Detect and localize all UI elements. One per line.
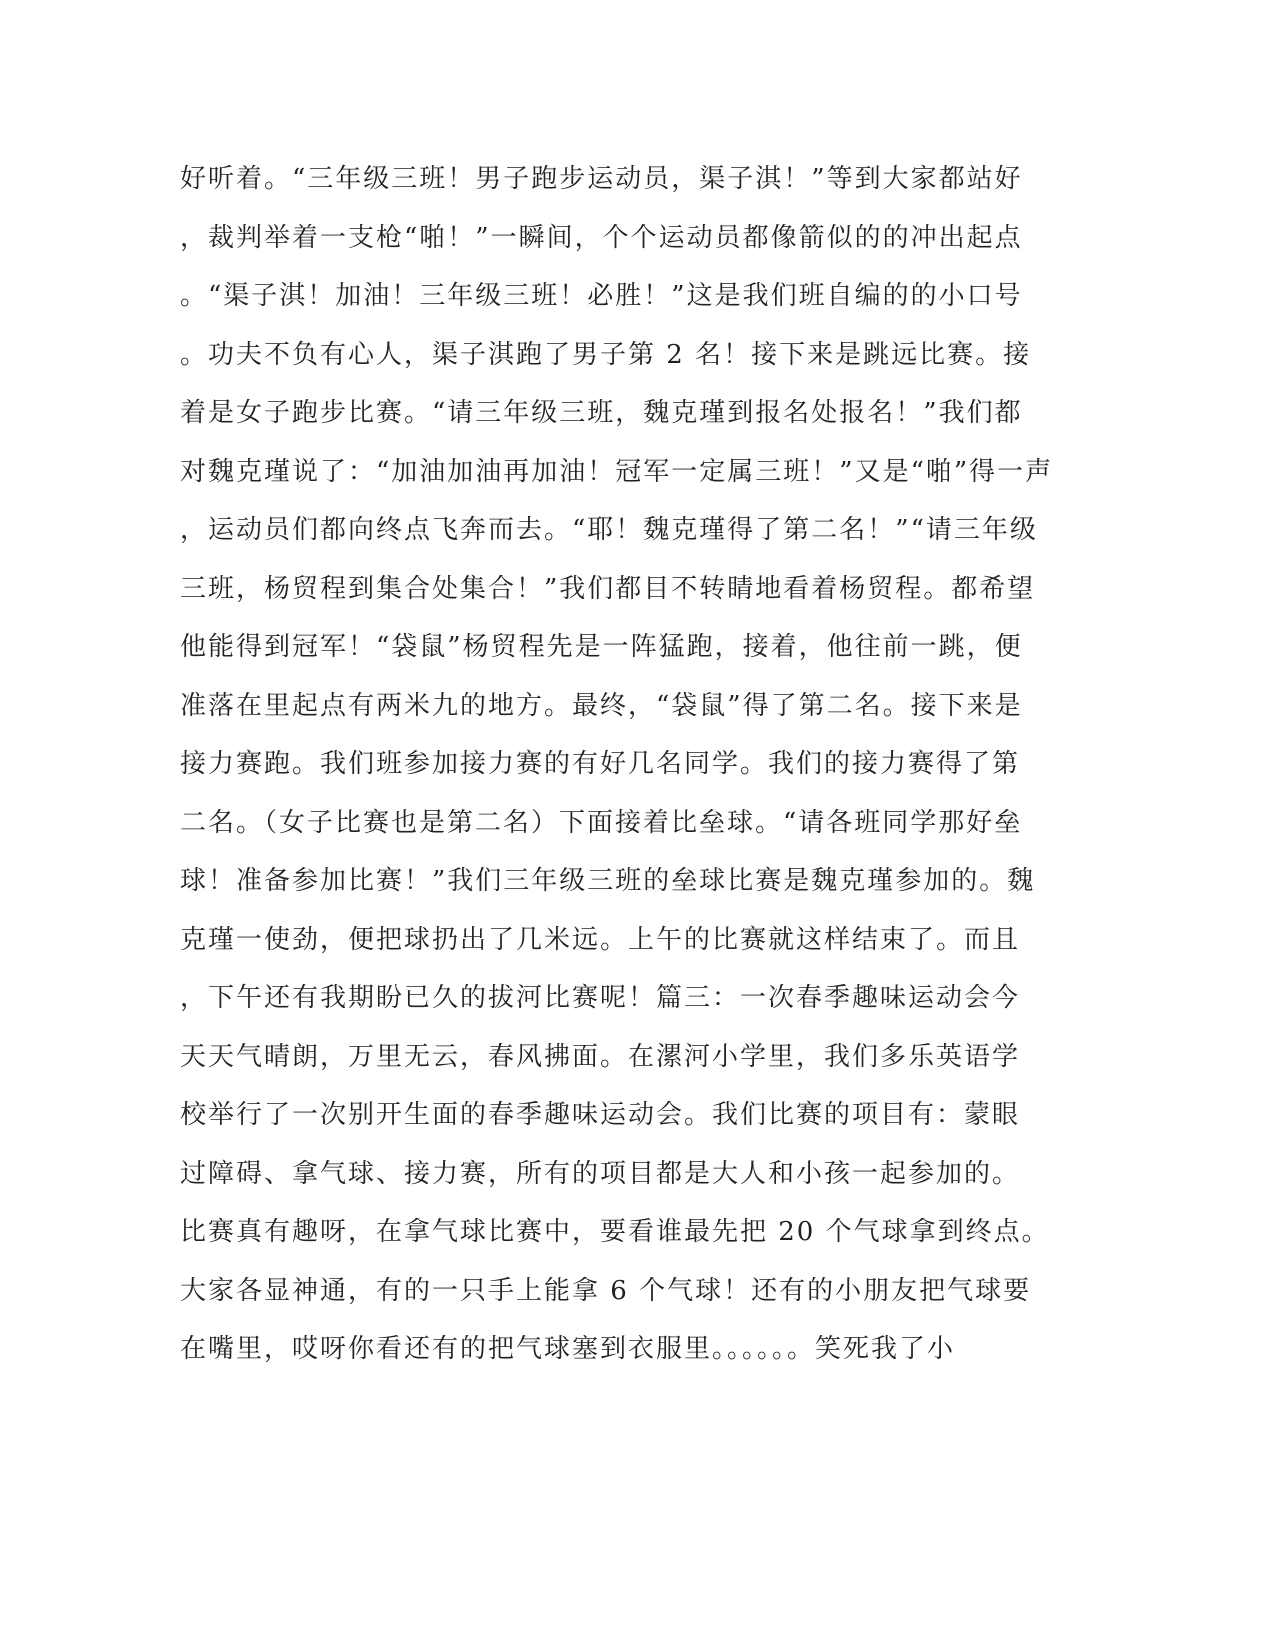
text-line: 校举行了一次别开生面的春季趣味运动会。我们比赛的项目有：蒙眼 xyxy=(180,1100,1021,1130)
text-line: 大家各显神通，有的一只手上能拿 6 个气球！还有的小朋友把气球要 xyxy=(180,1275,1032,1306)
text-line: 二名。（女子比赛也是第二名）下面接着比垒球。“请各班同学那好垒 xyxy=(180,807,1023,838)
text-line: 准落在里起点有两米九的地方。最终，“袋鼠”得了第二名。接下来是 xyxy=(180,690,1023,721)
text-line: 克瑾一使劲，便把球扔出了几米远。上午的比赛就这样结束了。而且 xyxy=(180,924,1021,955)
text-line: ，裁判举着一支枪“啪！”一瞬间，个个运动员都像箭似的的冲出起点 xyxy=(180,222,1023,253)
text-line: 。“渠子淇！加油！三年级三班！必胜！”这是我们班自编的的小口号 xyxy=(180,281,1023,311)
body-text xyxy=(180,150,1060,1379)
text-line: 比赛真有趣呀，在拿气球比赛中，要看谁最先把 20 个气球拿到终点。 xyxy=(180,1217,1050,1247)
text-line: 三班，杨贸程到集合处集合！”我们都目不转睛地看着杨贸程。都希望 xyxy=(180,573,1036,604)
text-line: 球！准备参加比赛！”我们三年级三班的垒球比赛是魏克瑾参加的。魏 xyxy=(180,866,1036,896)
text-line: ，运动员们都向终点飞奔而去。“耶！魏克瑾得了第二名！”“请三年级 xyxy=(180,515,1038,545)
text-line: 天天气晴朗，万里无云，春风拂面。在漯河小学里，我们多乐英语学 xyxy=(180,1041,1021,1072)
text-line: 对魏克瑾说了：“加油加油再加油！冠军一定属三班！”又是“啪”得一声 xyxy=(180,456,1054,487)
text-line: 。功夫不负有心人，渠子淇跑了男子第 2 名！接下来是跳远比赛。接 xyxy=(180,339,1032,370)
text-line: 接力赛跑。我们班参加接力赛的有好几名同学。我们的接力赛得了第 xyxy=(180,749,1021,779)
text-line: ，下午还有我期盼已久的拔河比赛呢！篇三：一次春季趣味运动会今 xyxy=(180,983,1021,1013)
text-line: 过障碍、拿气球、接力赛，所有的项目都是大人和小孩一起参加的。 xyxy=(180,1158,1021,1189)
text-line: 着是女子跑步比赛。“请三年级三班，魏克瑾到报名处报名！”我们都 xyxy=(180,398,1023,428)
text-line: 他能得到冠军！“袋鼠”杨贸程先是一阵猛跑，接着，他往前一跳，便 xyxy=(180,632,1023,662)
text-line: 好听着。“三年级三班！男子跑步运动员，渠子淇！”等到大家都站好 xyxy=(180,164,1023,194)
text-line: 在嘴里，哎呀你看还有的把气球塞到衣服里。。。。。。笑死我了小 xyxy=(180,1334,956,1364)
